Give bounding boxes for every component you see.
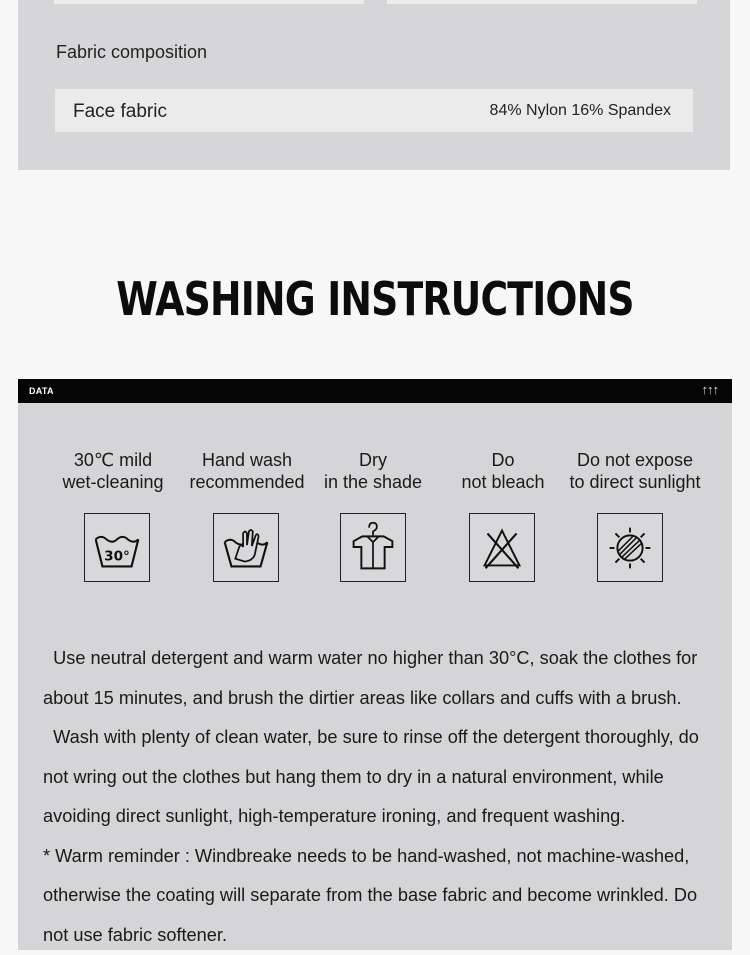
data-tag: DATA: [29, 386, 54, 396]
top-divider-right: [387, 0, 697, 4]
instruction-paragraph-1: Use neutral detergent and warm water no higher than 30°C, soak the clothes for about 15 minutes, and brush the dirtier areas like collars and cuffs with a brush.: [43, 639, 723, 718]
no-sunlight-icon: [597, 513, 663, 582]
hand-wash-icon: [213, 513, 279, 582]
wash-30-icon: [84, 513, 150, 582]
care-label-no-sunlight: Do not expose to direct sunlight: [565, 449, 705, 493]
care-label-dry-shade: Dry in the shade: [308, 449, 438, 493]
fabric-composition-heading: Fabric composition: [56, 42, 207, 63]
fabric-row-label: Face fabric: [73, 101, 167, 123]
up-arrows-icon: ↑↑↑: [702, 382, 719, 397]
washing-instructions-text: [43, 639, 723, 955]
care-label-hand-wash: Hand wash recommended: [182, 449, 312, 493]
dry-in-shade-icon: [340, 513, 406, 582]
instruction-paragraph-2: Wash with plenty of clean water, be sure to rinse off the detergent thoroughly, do not wring out the clothes but hang them to dry in a natural environment, while avoiding direct sunlight, high-temperature ironing, and frequent washing.: [43, 718, 723, 837]
warm-reminder: * Warm reminder : Windbreake needs to be hand-washed, not machine-washed, otherwise the coating will separate from the base fabric and become wrinkled. Do not use fabric softener.: [43, 837, 723, 955]
section-title: WASHING INSTRUCTIONS: [68, 272, 683, 326]
care-label-no-bleach: Do not bleach: [438, 449, 568, 493]
svg-text:30°: 30°: [104, 549, 130, 565]
data-bar: [18, 379, 732, 403]
fabric-panel: [18, 0, 730, 170]
fabric-row: [55, 89, 693, 132]
no-bleach-icon: [469, 513, 535, 582]
top-divider-left: [54, 0, 364, 4]
fabric-row-value: 84% Nylon 16% Spandex: [490, 102, 671, 120]
care-panel: [18, 403, 732, 950]
care-label-wash-30: 30℃ mild wet-cleaning: [48, 449, 178, 493]
